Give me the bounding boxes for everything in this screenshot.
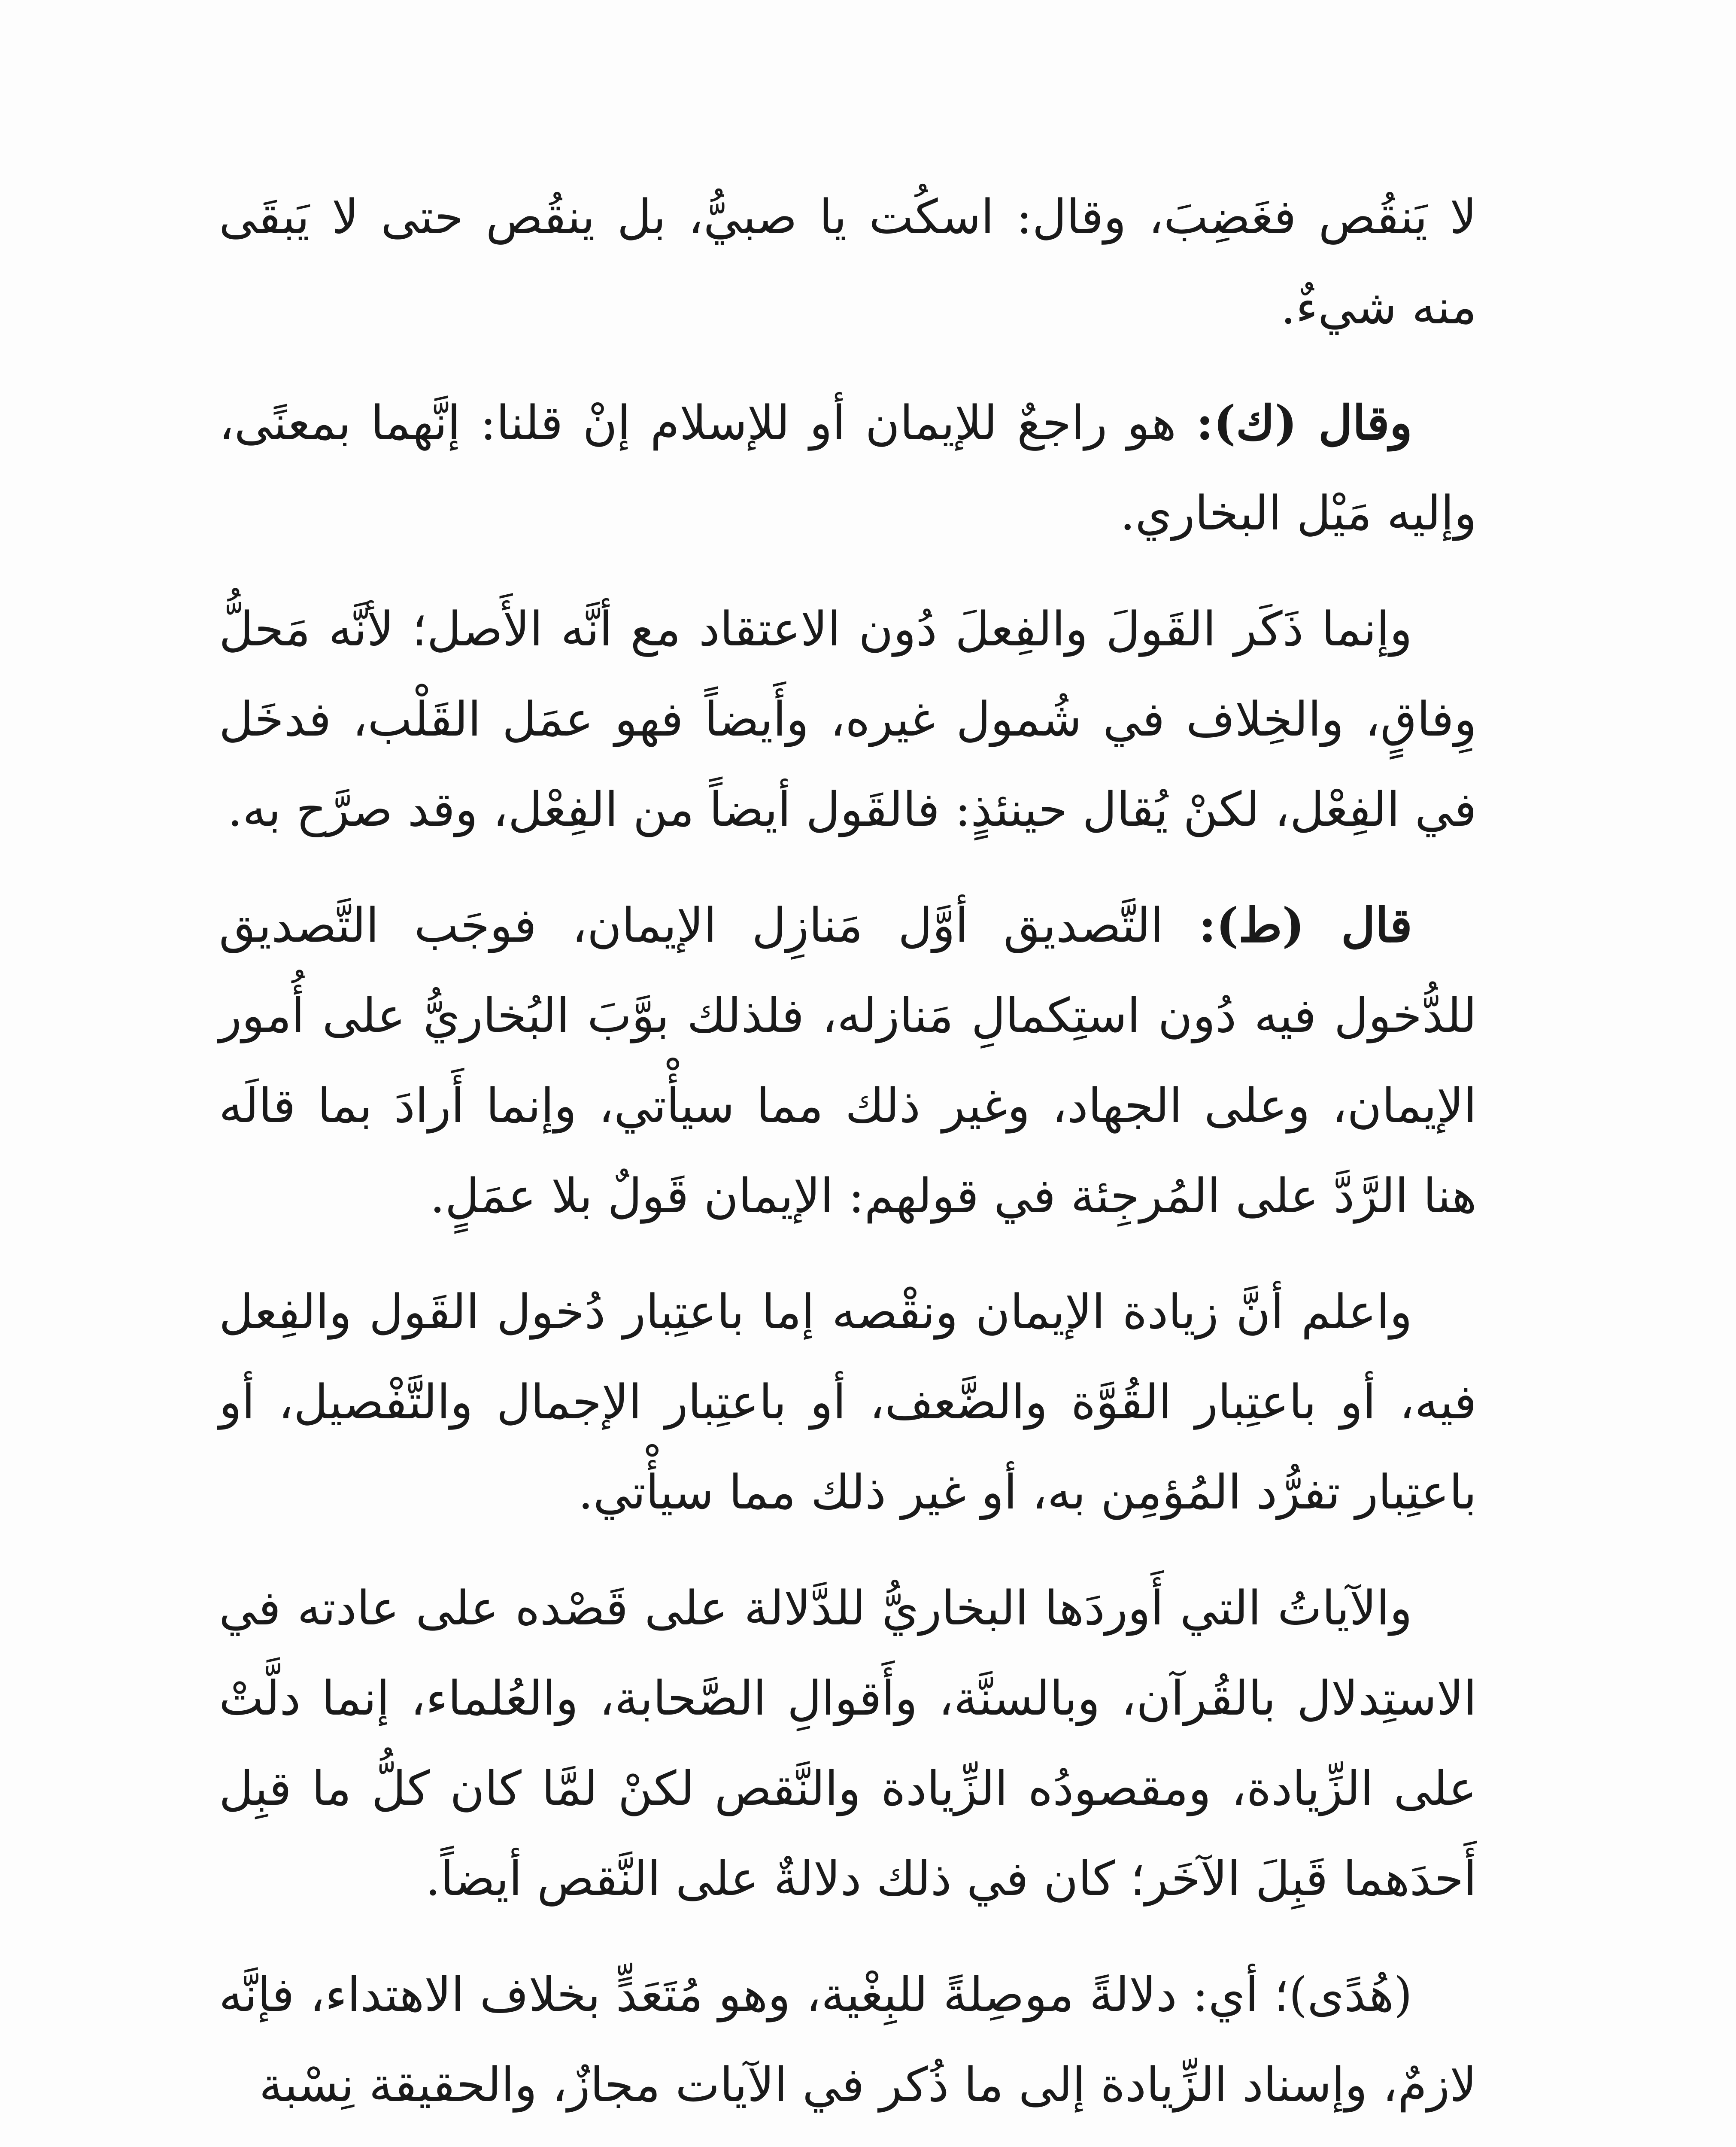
- paragraph-5: [219, 1267, 1477, 1537]
- paragraph-lead: قال (ط):: [1199, 897, 1412, 953]
- paragraph-text: وإنما ذَكَر القَولَ والفِعلَ دُون الاعتقاد مع أنَّه الأَصل؛ لأنَّه مَحلُّ وِفاقٍ، والخِلاف في شُمول غيره، وأَيضاً فهو عمَل القَلْب، فدخَل في الفِعْل، لكنْ يُقال حينئذٍ: فالقَول أيضاً من الفِعْل، وقد صرَّح به.: [219, 602, 1477, 837]
- paragraph-text: والآياتُ التي أَوردَها البخاريُّ للدَّلالة على قَصْده على عادته في الاستِدلال بالقُرآن، وبالسنَّة، وأَقوالِ الصَّحابة، والعُلماء، إنما دلَّتْ على الزِّيادة، ومقصودُه الزِّيادة والنَّقص لكنْ لمَّا كان كلُّ ما قبِل أَحدَهما قَبِلَ الآخَر؛ كان في ذلك دلالةٌ على النَّقص أيضاً.: [219, 1581, 1477, 1906]
- paragraph-4: [219, 880, 1477, 1241]
- paragraph-3: [219, 584, 1477, 855]
- paragraph-text: التَّصديق أوَّل مَنازِل الإيمان، فوجَب التَّصديق للدُّخول فيه دُون استِكمالِ مَنازله، فلذلك بوَّبَ البُخاريُّ على أُمور الإيمان، وعلى الجهاد، وغير ذلك مما سيأْتي، وإنما أَرادَ بما قالَه هنا الرَّدَّ على المُرجِئة في قولهم: الإيمان قَولٌ بلا عمَلٍ.: [219, 898, 1477, 1223]
- paragraph-2: [219, 378, 1477, 558]
- paragraph-text: هو راجعٌ للإيمان أو للإسلام إنْ قلنا: إنَّهما بمعنًى، وإليه مَيْل البخاري.: [219, 395, 1477, 541]
- paragraph-6: [219, 1563, 1477, 1924]
- paragraph-text: لا يَنقُص فغَضِبَ، وقال: اسكُت يا صبيُّ، بل ينقُص حتى لا يَبقَى منه شيءٌ.: [219, 189, 1477, 335]
- paragraph-text: (هُدًى)؛ أي: دلالةً موصِلةً للبِغْية، وهو مُتَعَدٍّ بخلاف الاهتداء، فإنَّه لازمٌ، وإسناد الزِّيادة إلى ما ذُكر في الآيات مجازٌ، والحقيقة نِسْبة: [219, 1967, 1477, 2112]
- paragraph-lead: وقال (ك):: [1196, 395, 1412, 450]
- body-text: [219, 172, 1477, 2147]
- paragraph-text: واعلم أنَّ زيادة الإيمان ونقْصه إما باعتِبار دُخول القَول والفِعل فيه، أو باعتِبار القُوَّة والضَّعف، أو باعتِبار الإجمال والتَّفْصيل، أو باعتِبار تفرُّد المُؤمِن به، أو غير ذلك مما سيأْتي.: [219, 1284, 1477, 1520]
- paragraph-7: [219, 1949, 1477, 2130]
- paragraph-1: [219, 172, 1477, 352]
